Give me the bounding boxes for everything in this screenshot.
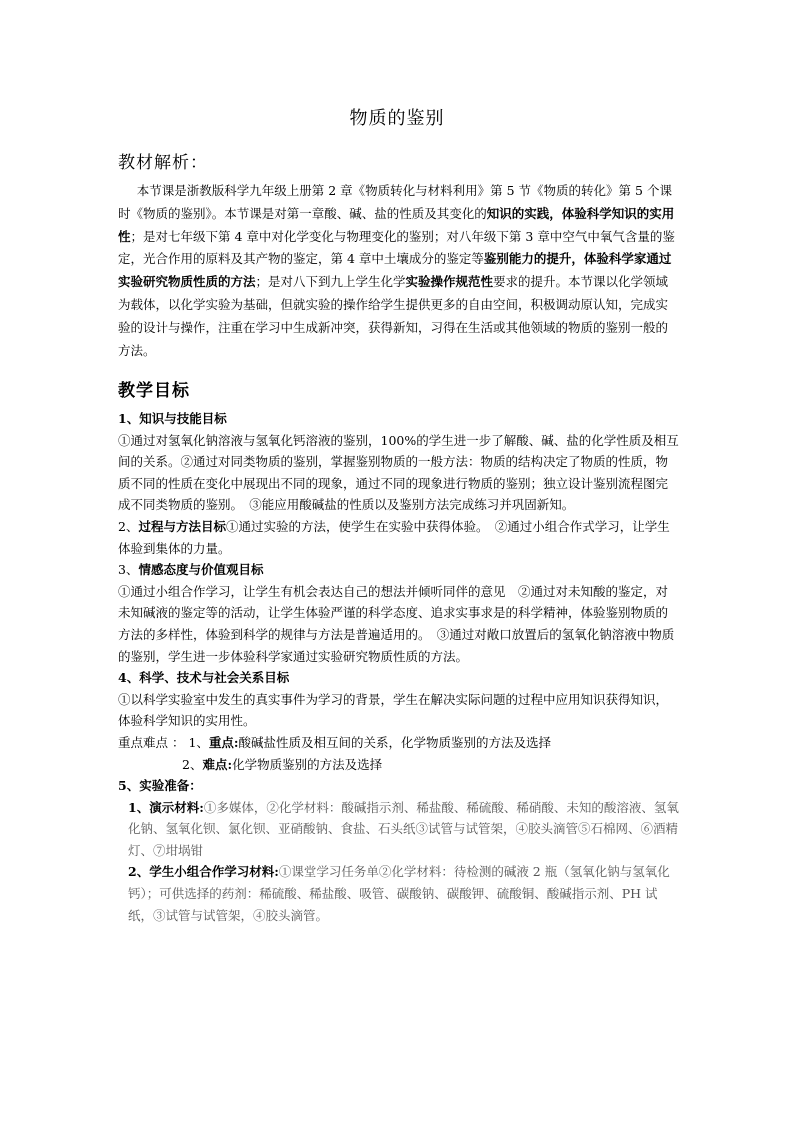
section-5-title: 5、实验准备：: [118, 778, 202, 794]
analysis-paragraph: [118, 180, 678, 362]
group-materials-text: ①课堂学习任务单②化学材料：待检测的碱液 2 瓶（氢氧化钠与氢氧化钙）；可供选择的药剂：稀硫酸、稀盐酸、吸管、碳酸钠、碳酸钾、硫酸铜、酸碱指示剂、PH 试纸，③试管与试管架，④胶头滴管。: [128, 864, 670, 923]
demo-materials-title: 1、演示材料:: [128, 799, 204, 815]
analysis-text-1: 本节课是浙教版科学九年级上册第 2 章《物质转化与材料利用》第 5 节《物质的转化》第 5 个课时《物质的鉴别》。本节课是对第一章酸、碱、盐的性质及其变化的: [118, 183, 672, 221]
demo-materials-text: ①多媒体，②化学材料：酸碱指示剂、稀盐酸、稀硫酸、稀硝酸、未知的酸溶液、氢氧化钠、氢氧化钡、氯化钡、亚硝酸钠、食盐、石头纸③试管与试管架，④胶头滴管⑤石棉网、⑥酒精灯、⑦坩埚钳: [128, 799, 679, 858]
analysis-heading: 教材解析：: [118, 153, 208, 173]
analysis-bold-1: 知识的实践，体验科学知识的实用性: [118, 205, 675, 244]
section-2-text: ①通过实验的方法，使学生在实验中获得体验。 ②通过小组合作式学习，让学生体验到集体的力量。: [118, 518, 670, 556]
section-2: [118, 516, 680, 559]
difficulty-text: 化学物质鉴别的方法及选择: [232, 756, 383, 772]
section-4-title: 4、科学、技术与社会关系目标: [118, 670, 290, 686]
group-materials: [118, 861, 680, 926]
key-point-line-2: [118, 754, 680, 776]
group-materials-title: 2、学生小组合作学习材料:: [128, 864, 279, 880]
demo-materials: [118, 797, 680, 862]
section-3-title: 情感态度与价值观目标: [138, 562, 264, 578]
key-point-line-1: [118, 732, 680, 754]
section-1-text: ①通过对氢氧化钠溶液与氢氧化钙溶液的鉴别，100%的学生进一步了解酸、碱、盐的化学性质及相互间的关系。②通过对同类物质的鉴别，掌握鉴别物质的一般方法：物质的结构决定了物质的性质，物质不同的性质在变化中展现出不同的现象，通过不同的现象进行物质的鉴别；独立设计鉴别流程图完成不同类物质的鉴别。 ③能应用酸碱盐的性质以及鉴别方法完成练习并巩固新知。: [118, 432, 679, 513]
section-4-text: ①以科学实验室中发生的真实事件为学习的背景，学生在解决实际问题的过程中应用知识获得知识，体验科学知识的实用性。: [118, 691, 669, 729]
section-2-number: 2、: [118, 518, 139, 534]
analysis-bold-3: 实验操作规范性: [405, 274, 494, 290]
goals-heading: 教学目标: [118, 381, 190, 401]
section-3-text: ①通过小组合作学习，让学生有机会表达自己的想法并倾听同伴的意见 ②通过对未知酸的鉴定，对未知碱液的鉴定等的活动，让学生体验严谨的科学态度、追求实事求是的科学精神，体验鉴别物质的方法的多样性，体验到科学的规律与方法是普遍适用的。 ③通过对敞口放置后的氢氧化钠溶液中物质的鉴别，学生进一步体验科学家通过实验研究物质性质的方法。: [118, 583, 675, 664]
key-points-label: 重点难点 ： 1、: [118, 734, 209, 750]
section-3-number: 3、: [118, 562, 139, 578]
key-point-title: 重点:: [208, 734, 239, 750]
goals-section: [118, 408, 680, 926]
section-3-heading: [118, 559, 680, 581]
section-2-title: 过程与方法目标: [138, 518, 226, 534]
document-title: 物质的鉴别: [349, 108, 445, 129]
analysis-bold-2: 鉴别能力的提升，体验科学家通过实验研究物质性质的方法: [118, 251, 672, 290]
analysis-text-4: 要求的提升。本节课以化学领域为载体，以化学实验为基础，但就实验的操作给学生提供更多的自由空间，积极调动原认知，完成实验的设计与操作，注重在学习中生成新冲突，获得新知，习得在生活或其他领域的物质的鉴别一般的方法。: [118, 274, 669, 358]
analysis-text-3: ；是对八下到九上学生化学: [255, 274, 406, 290]
difficulty-title: 难点:: [202, 756, 233, 772]
analysis-text-2: ；是对七年级下第 4 章中对化学变化与物理变化的鉴别；对八年级下第 3 章中空气中氧气含量的鉴定，光合作用的原料及其产物的鉴定，第 4 章中土壤成分的鉴定等: [118, 228, 675, 267]
section-1-title: 1、知识与技能目标: [118, 411, 227, 426]
key-point-text: 酸碱盐性质及相互间的关系，化学物质鉴别的方法及选择: [238, 734, 552, 750]
difficulty-number: 2、: [182, 756, 203, 772]
